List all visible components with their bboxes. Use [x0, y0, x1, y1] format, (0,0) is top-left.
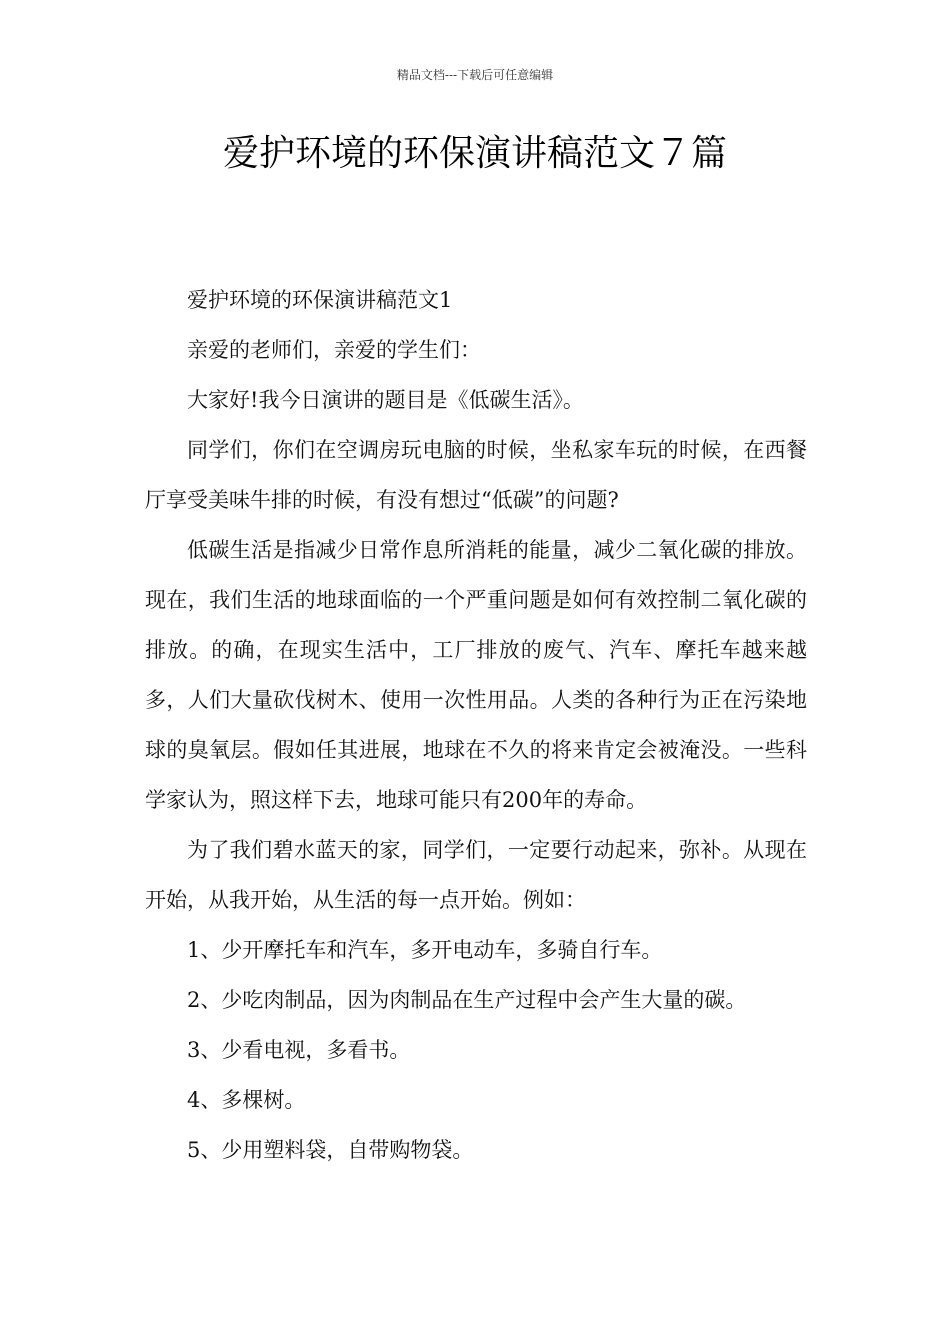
list-item: 5、少用塑料袋，自带购物袋。 [187, 1138, 474, 1162]
paragraph-subtitle: 爱护环境的环保演讲稿范文1 [187, 288, 453, 312]
document-body [145, 275, 807, 1175]
list-item: 4、多棵树。 [187, 1088, 306, 1112]
list-item: 3、少看电视，多看书。 [187, 1038, 411, 1062]
paragraph-intro: 大家好!我今日演讲的题目是《低碳生活》。 [187, 388, 584, 412]
paragraph-question: 同学们，你们在空调房玩电脑的时候，坐私家车玩的时候，在西餐厅享受美味牛排的时候，有没有想过“低碳”的问题? [145, 438, 807, 512]
paragraph-greeting: 亲爱的老师们，亲爱的学生们： [187, 338, 481, 362]
list-item: 2、少吃肉制品，因为肉制品在生产过程中会产生大量的碳。 [187, 988, 747, 1012]
paragraph-call-to-action: 为了我们碧水蓝天的家，同学们，一定要行动起来，弥补。从现在开始，从我开始，从生活的每一点开始。例如： [145, 838, 807, 912]
document-title: 爱护环境的环保演讲稿范文７篇 [222, 133, 727, 174]
list-item: 1、少开摩托车和汽车，多开电动车，多骑自行车。 [187, 938, 663, 962]
paragraph-definition: 低碳生活是指减少日常作息所消耗的能量，减少二氧化碳的排放。现在，我们生活的地球面临的一个严重问题是如何有效控制二氧化碳的排放。的确，在现实生活中，工厂排放的废气、汽车、摩托车越来越多，人们大量砍伐树木、使用一次性用品。人类的各种行为正在污染地球的臭氧层。假如任其进展，地球在不久的将来肯定会被淹没。一些科学家认为，照这样下去，地球可能只有200年的寿命。 [145, 538, 807, 812]
header-note: 精品文档---下载后可任意编辑 [396, 68, 554, 82]
